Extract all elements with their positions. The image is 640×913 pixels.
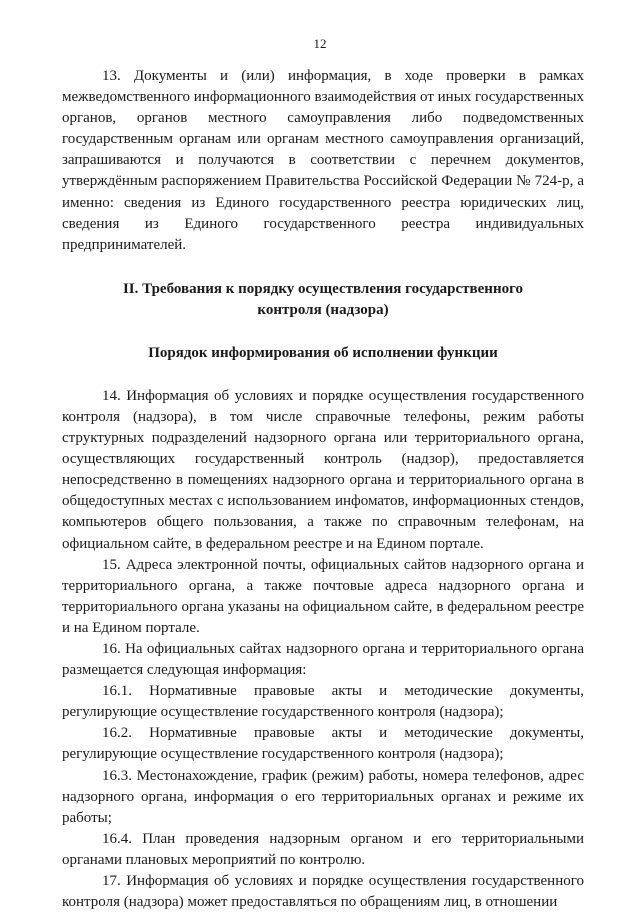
paragraph-14: 14. Информация об условиях и порядке осуществления государственного контроля (надзора), в том числе справочные телефоны, режим работы структурных подразделений надзорного органа или территориального органа, осуществляющих государственный контроль (надзор), предоставляется непосредственно в помещениях надзорного органа и территориального органа в общедоступных местах с использованием инфоматов, информационных стендов, компьютеров общего пользования, а также по справочным телефонам, на официальном сайте, в федеральном реестре и на Едином портале. <box>62 387 584 552</box>
paragraph-13: 13. Документы и (или) информация, в ходе проверки в рамках межведомственного информационного взаимодействия от иных государственных органов, органов местного самоуправления либо подведомственных государственным органам или органам местного самоуправления организаций, запрашиваются и получаются в соответствии с перечнем документов, утверждённым распоряжением Правительства Российской Федерации № 724-р, а именно: сведения из Единого государственного реестра юридических лиц, сведения из Единого государственного реестра индивидуальных предпринимателей. <box>62 68 584 253</box>
paragraph-16: 16. На официальных сайтах надзорного органа и территориального органа размещается следующая информация: <box>62 640 584 679</box>
paragraph-16-2: 16.2. Нормативные правовые акты и методические документы, регулирующие осуществление государственного контроля (надзора); <box>62 725 584 763</box>
subsection-heading: Порядок информирования об исполнении функции <box>148 344 498 361</box>
section-heading-line-1: II. Требования к порядку осуществления государственного <box>122 280 524 297</box>
paragraph-16-3: 16.3. Местонахождение, график (режим) работы, номера телефонов, адрес надзорного органа, информация о его территориальных органах и режиме их работы; <box>62 767 584 826</box>
section-heading <box>62 279 584 321</box>
document-body <box>62 66 584 913</box>
page-number: 12 <box>313 36 327 51</box>
paragraph-17: 17. Информация об условиях и порядке осуществления государственного контроля (надзора) может предоставляться по обращениям лиц, в отношении <box>62 873 584 911</box>
paragraph-16-4: 16.4. План проведения надзорным органом и его территориальными органами плановых мероприятий по контролю. <box>62 830 584 868</box>
paragraph-16-1: 16.1. Нормативные правовые акты и методические документы, регулирующие осуществление государственного контроля (надзора); <box>62 683 584 721</box>
section-heading-line-2: контроля (надзора) <box>257 301 389 318</box>
paragraph-15: 15. Адреса электронной почты, официальных сайтов надзорного органа и территориального органа, а также почтовые адреса надзорного органа и территориального органа указаны на официальном сайте, в федеральном реестре и на Едином портале. <box>62 556 584 636</box>
